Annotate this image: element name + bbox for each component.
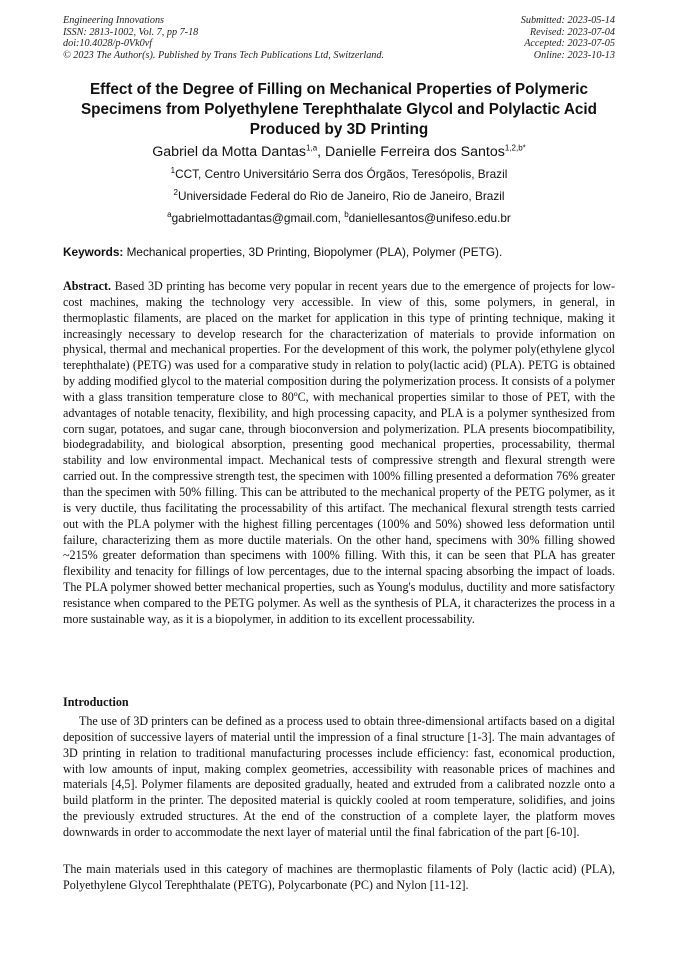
author-name: Gabriel da Motta Dantas [152,144,307,160]
keywords-text: Mechanical properties, 3D Printing, Biopolymer (PLA), Polymer (PETG). [123,245,503,259]
affiliation-mark: 1 [170,166,176,176]
paper-title: Effect of the Degree of Filling on Mechanical Properties of Polymeric Specimens from Polyethylene Terephthalate Glycol and Polylactic Acid Produced by 3D Printing [80,81,597,138]
date-accepted: Accepted: 2023-07-05 [524,38,615,50]
submission-dates [521,15,615,61]
affiliation-mark: 2 [173,188,178,198]
author-name: Danielle Ferreira dos Santos [325,144,505,160]
journal-copyright: © 2023 The Author(s). Published by Trans Tech Publications Ltd, Switzerland. [63,49,385,61]
email-mark: b [344,210,349,220]
email-mark: a [167,210,172,220]
journal-info [63,15,384,61]
journal-name: Engineering Innovations [63,15,165,26]
affiliation [40,189,638,203]
author-affiliation-mark: 1,a [306,143,318,153]
paragraph: The main materials used in this category of machines are thermoplastic filaments of Poly (lactic acid) (PLA), Polyethylene Glycol Terephthalate (PETG), Polycarbonate (PC) and Nylon [11-12]. [63,862,615,892]
email-link[interactable]: daniellesantos@unifeso.edu.br [348,211,511,225]
author-emails [40,211,638,225]
affiliation-text: CCT, Centro Universitário Serra dos Órgãos, Teresópolis, Brazil [175,167,508,181]
author-separator: , [317,144,326,160]
section-heading: Introduction [63,695,129,709]
author-affiliation-mark: 1,2,b* [504,143,526,153]
abstract-text: Based 3D printing has become very popular in recent years due to the emergence of projects for low-cost machines, making the technology very accessible. In view of this, some polymers, in general, in thermoplastic filaments, are placed on the market for application in this type of printing technique, making it increasingly necessary to develop research for the characterization of materials to provide information on physical, thermal and mechanical properties. For the development of this work, the polymer poly(ethylene glycol terephthalate) (PETG) was used for a comparative study in relation to poly(lactic acid) (PLA). PETG is obtained by adding modified glycol to the material composition during the polymerization process. It consists of a polymer with a glass transition temperature close to 80ºC, with mechanical properties similar to those of PET, with the advantages of notable tenacity, flexibility, and high processing capacity, and PLA is a polymer synthesized from corn sugar, potatoes, and sugar cane, through bioconversion and polymerization. PLA presents biocompatibility, biodegradability, and biological absorption, presenting good mechanical properties, processability, thermal stability and low environmental impact. Mechanical tests of compressive strength and flexural strength were carried out. In the compressive strength test, the specimen with 100% filling presented a deformation 76% greater than the specimen with 50% filling. This can be attributed to the mechanical property of the PETG polymer, as it is very ductile, thus facilitating the processability of this artifact. The mechanical flexural strength tests carried out with the PLA polymer with the highest filling percentages (100% and 50%) showed less deformation until failure, characterizing them as more ductile materials. On the other hand, specimens with 30% filling showed ~215% greater deformation than specimens with 100% filling. With this, it can be seen that PLA has greater flexibility and tenacity for fillings of low percentages, due to the internal spacing absorbing the impact of loads. The PLA polymer showed better mechanical properties, such as Young's modulus, ductility and more satisfactory resistance when compared to the PETG polymer. As well as the synthesis of PLA, it characterizes the process in a more sustainable way, as it is a biopolymer, in addition to its excellent processability. [63,279,615,626]
affiliation-text: Universidade Federal do Rio de Janeiro, Rio de Janeiro, Brazil [177,189,505,203]
date-submitted: Submitted: 2023-05-14 [520,15,615,26]
abstract [63,279,615,628]
affiliation [40,167,638,181]
paragraph: The use of 3D printers can be defined as a process used to obtain three-dimensional artifacts based on a digital deposition of successive layers of material until the impression of a final structure [1-3]. The main advantages of 3D printing in relation to traditional manufacturing processes include efficiency: fast, economical production, with low amounts of input, making complex geometries, accessibility with reasonable prices of machines and materials [4,5]. Polymer filaments are deposited gradually, heated and extruded from a calibrated nozzle onto a build platform in the printer. The deposited material is quickly cooled at room temperature, solidifies, and joins the previously extruded structures. At the end of the construction of a complete layer, the platform moves downwards in order to accommodate the next layer of material until the final fabrication of the part [6-10]. [63,714,615,839]
date-revised: Revised: 2023-07-04 [529,26,615,38]
journal-doi: doi:10.4028/p-0Vk0vf [63,38,153,50]
email-link[interactable]: gabrielmottadantas@gmail.com, [171,211,345,225]
date-online: Online: 2023-10-13 [533,49,615,61]
keywords [63,245,615,259]
keywords-label: Keywords: [63,245,124,259]
abstract-label: Abstract. [63,279,112,293]
author-list [40,143,638,161]
journal-issn: ISSN: 2813-1002, Vol. 7, pp 7-18 [63,26,199,38]
